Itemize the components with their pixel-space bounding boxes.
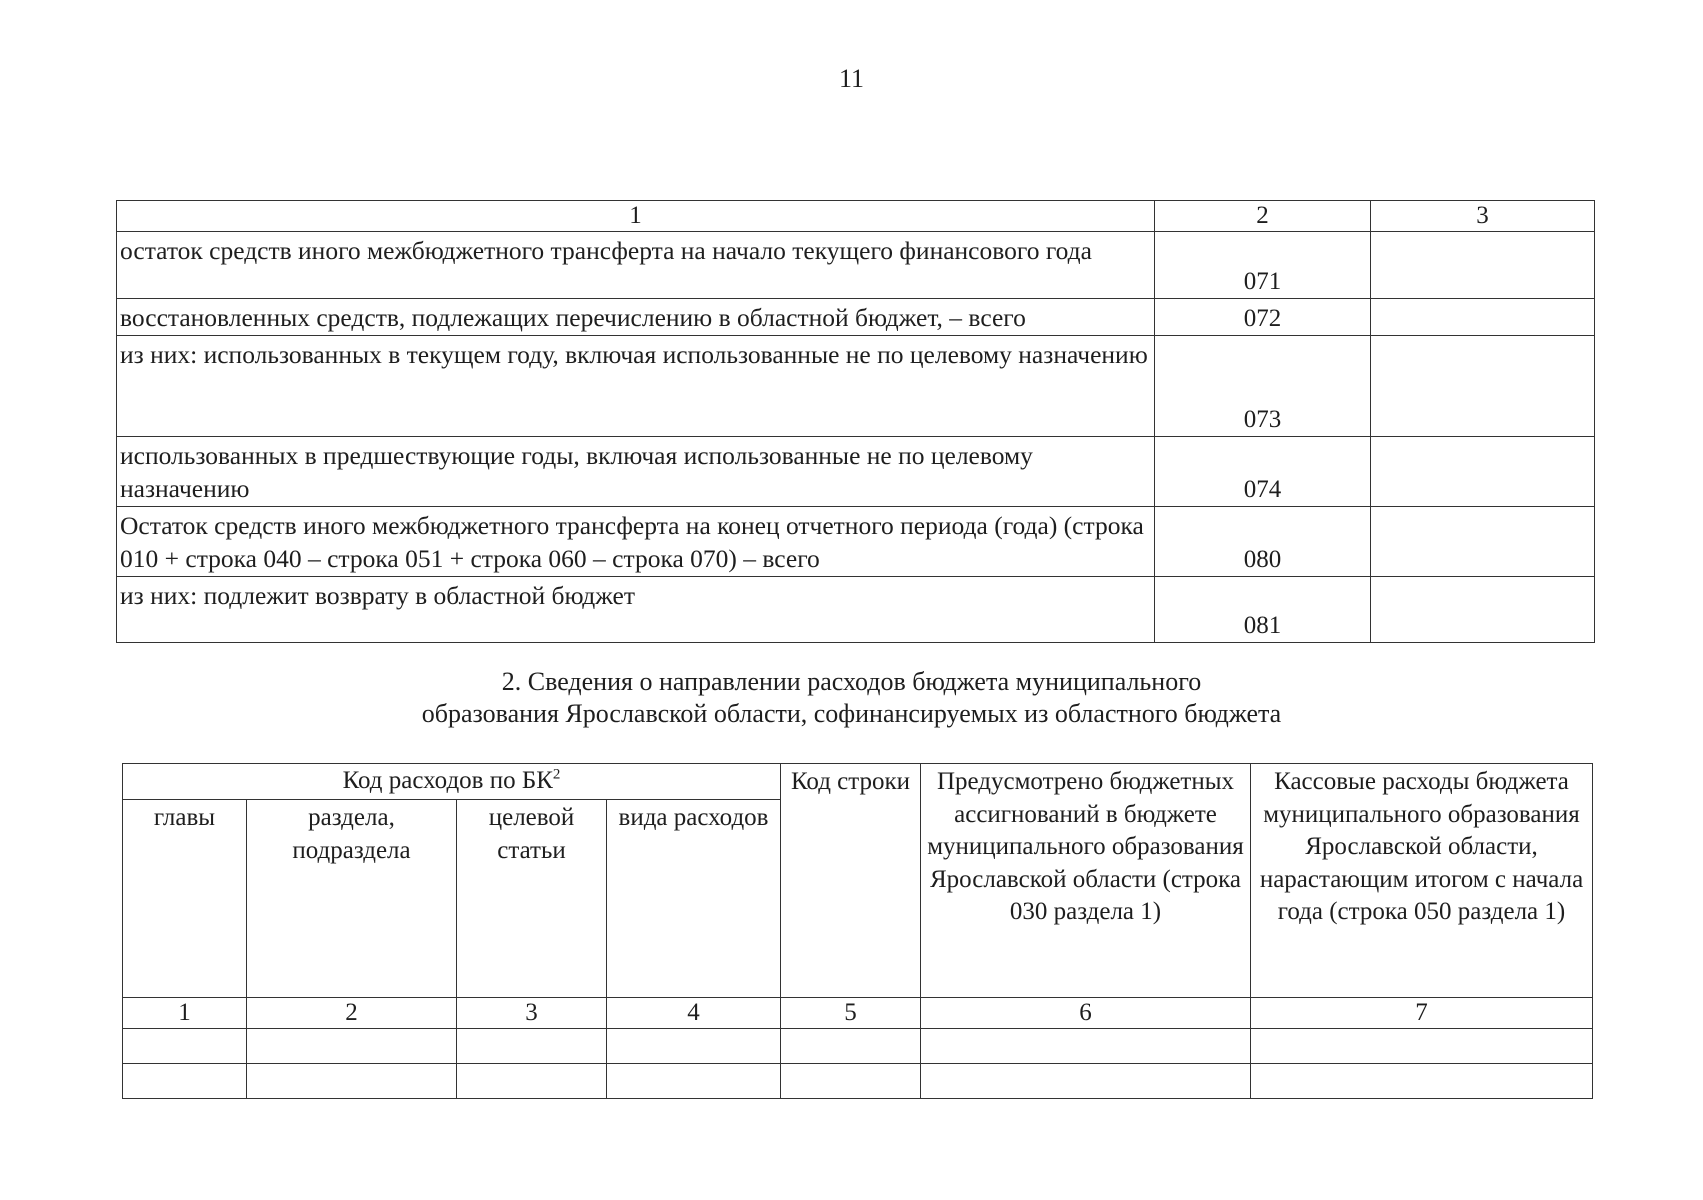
row-value xyxy=(1371,336,1595,437)
budget-code-group-header-text: Код расходов по БК xyxy=(342,767,553,795)
row-label: остаток средств иного межбюджетного трансферта на начало текущего финансового года xyxy=(117,232,1155,299)
table-row xyxy=(117,336,1595,437)
table-header-row xyxy=(117,201,1595,232)
row-value xyxy=(1371,437,1595,507)
expenses-table xyxy=(122,763,1593,1099)
table-row xyxy=(123,1029,1593,1064)
table-row xyxy=(117,299,1595,336)
table-cell xyxy=(123,1064,247,1099)
table-cell xyxy=(921,1064,1251,1099)
row-label: восстановленных средств, подлежащих перечислению в областной бюджет, – всего xyxy=(117,299,1155,336)
row-value xyxy=(1371,577,1595,643)
table-cell xyxy=(781,1029,921,1064)
target-item-header: целевой статьи xyxy=(457,800,607,998)
column-number: 4 xyxy=(607,998,781,1029)
column-number: 7 xyxy=(1251,998,1593,1029)
table-cell xyxy=(457,1064,607,1099)
row-code: 074 xyxy=(1155,437,1371,507)
row-code: 080 xyxy=(1155,507,1371,577)
table-cell xyxy=(607,1064,781,1099)
table-row xyxy=(123,1064,1593,1099)
table-cell xyxy=(607,1029,781,1064)
footnote-marker: 2 xyxy=(552,766,561,783)
section-subsection-header: раздела, подраздела xyxy=(247,800,457,998)
budget-code-group-header xyxy=(123,764,781,800)
column-number: 2 xyxy=(247,998,457,1029)
row-code: 073 xyxy=(1155,336,1371,437)
section-2-title xyxy=(0,666,1703,730)
column-number: 1 xyxy=(123,998,247,1029)
cash-expenses-header: Кассовые расходы бюджета муниципального образования Ярославской области, нарастающим итогом с начала года (строка 050 раздела 1) xyxy=(1251,764,1593,998)
column-number: 5 xyxy=(781,998,921,1029)
table-row xyxy=(117,232,1595,299)
planned-appropriations-header: Предусмотрено бюджетных ассигнований в бюджете муниципального образования Ярославской области (строка 030 раздела 1) xyxy=(921,764,1251,998)
column-number-1: 1 xyxy=(117,201,1155,232)
section-2-title-line-1: 2. Сведения о направлении расходов бюджета муниципального xyxy=(501,667,1202,696)
table-cell xyxy=(247,1029,457,1064)
table-cell xyxy=(781,1064,921,1099)
row-label: использованных в предшествующие годы, включая использованные не по целевому назначению xyxy=(117,437,1155,507)
row-label: Остаток средств иного межбюджетного трансферта на конец отчетного периода (года) (строка 010 + строка 040 – строка 051 + строка 060 – строка 070) – всего xyxy=(117,507,1155,577)
table-row xyxy=(117,437,1595,507)
column-number: 3 xyxy=(457,998,607,1029)
table-cell xyxy=(1251,1064,1593,1099)
page-number: 11 xyxy=(838,64,865,93)
table-group-header-row xyxy=(123,764,1593,800)
chapter-header: главы xyxy=(123,800,247,998)
column-number-3: 3 xyxy=(1371,201,1595,232)
row-code: 072 xyxy=(1155,299,1371,336)
table-cell xyxy=(247,1064,457,1099)
row-value xyxy=(1371,232,1595,299)
row-label: из них: использованных в текущем году, включая использованные не по целевому назначению xyxy=(117,336,1155,437)
table-row xyxy=(117,507,1595,577)
table-row xyxy=(117,577,1595,643)
column-numbers-row xyxy=(123,998,1593,1029)
table-cell xyxy=(921,1029,1251,1064)
indicators-table xyxy=(116,200,1595,643)
expense-type-header: вида расходов xyxy=(607,800,781,998)
table-cell xyxy=(457,1029,607,1064)
row-value xyxy=(1371,299,1595,336)
row-code: 071 xyxy=(1155,232,1371,299)
row-label: из них: подлежит возврату в областной бюджет xyxy=(117,577,1155,643)
column-number-2: 2 xyxy=(1155,201,1371,232)
table-cell xyxy=(1251,1029,1593,1064)
row-value xyxy=(1371,507,1595,577)
section-2-title-line-2: образования Ярославской области, софинансируемых из областного бюджета xyxy=(421,699,1282,728)
line-code-header: Код строки xyxy=(781,764,921,998)
column-number: 6 xyxy=(921,998,1251,1029)
table-cell xyxy=(123,1029,247,1064)
row-code: 081 xyxy=(1155,577,1371,643)
